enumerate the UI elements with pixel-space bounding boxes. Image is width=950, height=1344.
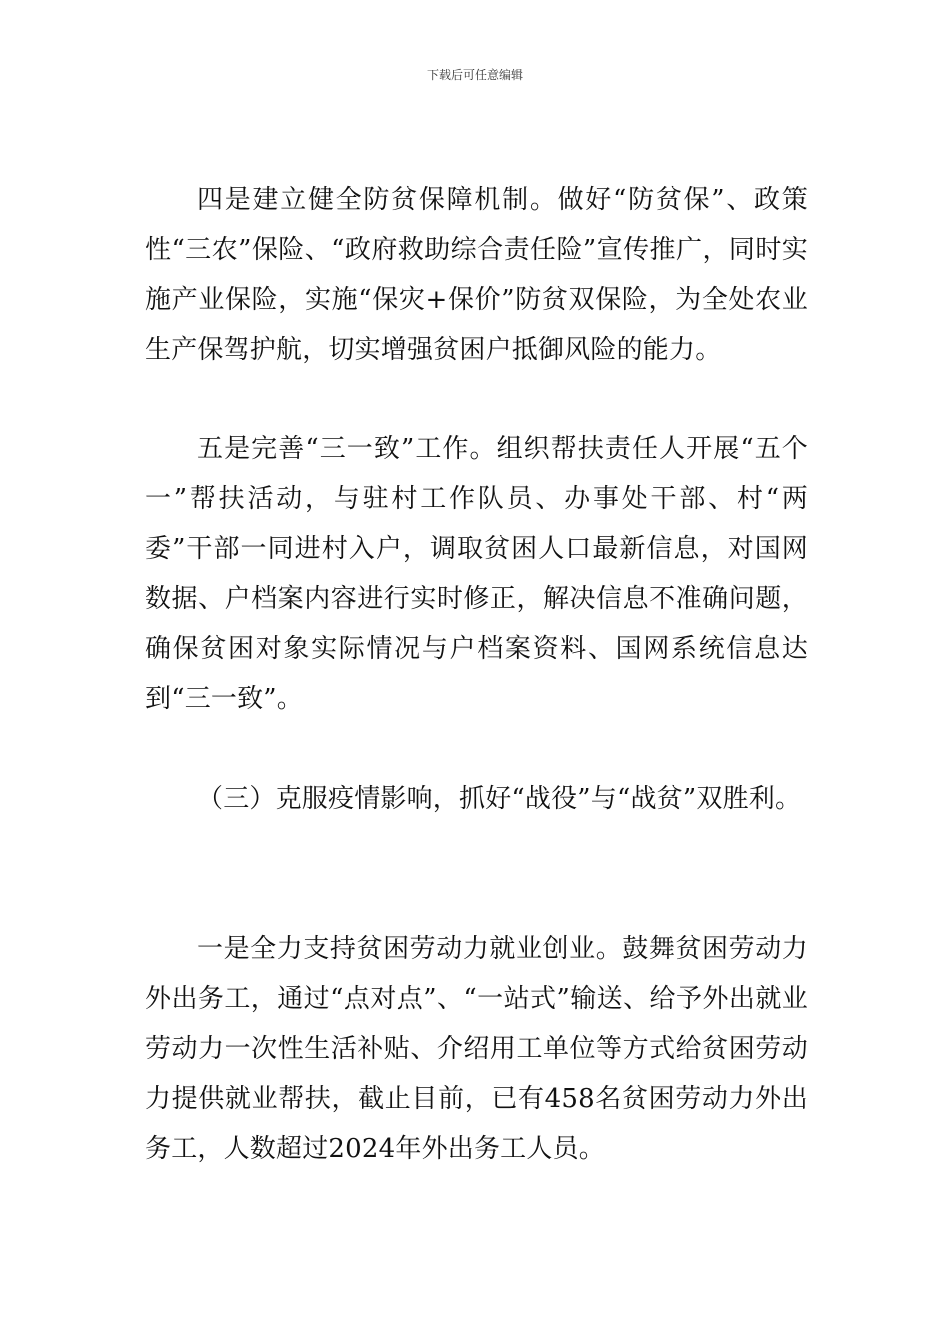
- section-heading-epidemic: （三）克服疫情影响，抓好“战役”与“战贫”双胜利。: [197, 784, 802, 814]
- paragraph-anti-poverty-insurance: 四是建立健全防贫保障机制。做好“防贫保”、政策性“三农”保险、“政府救助综合责任险”宣传推广，同时实施产业保险，实施“保灾+保价”防贫双保险，为全处农业生产保驾护航，切实增强贫困户抵御风险的能力。: [145, 185, 808, 365]
- paragraph-three-consistency: 五是完善“三一致”工作。组织帮扶责任人开展“五个一”帮扶活动，与驻村工作队员、办事处干部、村“两委”干部一同进村入户，调取贫困人口最新信息，对国网数据、户档案内容进行实时修正，解决信息不准确问题，确保贫困对象实际情况与户档案资料、国网系统信息达到“三一致”。: [145, 434, 808, 714]
- paragraph-employment-support: 一是全力支持贫困劳动力就业创业。鼓舞贫困劳动力外出务工，通过“点对点”、“一站式”输送、给予外出就业劳动力一次性生活补贴、介绍用工单位等方式给贫困劳动力提供就业帮扶，截止目前，已有458名贫困劳动力外出务工，人数超过2024年外出务工人员。: [145, 934, 808, 1164]
- page-header: 下载后可任意编辑: [426, 68, 523, 82]
